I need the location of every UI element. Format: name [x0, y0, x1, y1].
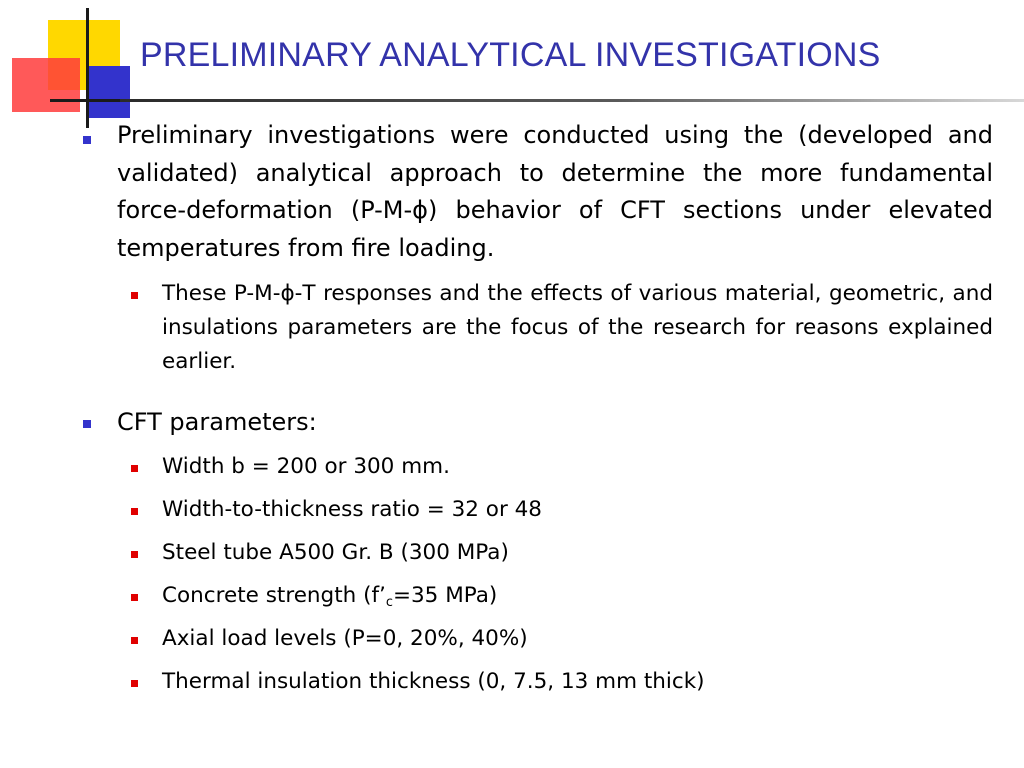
bullet-intro-sub-text: These P-M-ϕ-T responses and the effects of various material, geometric, and insulations parameters are the focus of the research for reasons explained earlier. [162, 281, 993, 374]
slide-title: PRELIMINARY ANALYTICAL INVESTIGATIONS [140, 36, 881, 74]
bullet-square-icon [131, 637, 138, 644]
bullet-square-icon [83, 136, 91, 144]
bullet-square-icon [131, 508, 138, 515]
blue-square-shape [88, 66, 130, 118]
bullet-square-icon [83, 420, 91, 428]
param-width: Width b = 200 or 300 mm. [162, 454, 450, 479]
param-concrete [162, 579, 993, 613]
params-heading: CFT parameters: [117, 408, 317, 436]
param-steel: Steel tube A500 Gr. B (300 MPa) [162, 540, 509, 565]
bullet-square-icon [131, 551, 138, 558]
param-concrete-subscript: c [385, 594, 393, 610]
bullet-square-icon [131, 680, 138, 687]
vertical-line-shape [86, 8, 89, 128]
red-square-shape [12, 58, 80, 112]
title-underline [120, 99, 1024, 102]
param-concrete-suffix: =35 MPa) [392, 583, 498, 608]
bullet-square-icon [131, 465, 138, 472]
param-insulation: Thermal insulation thickness (0, 7.5, 13 mm thick) [162, 669, 705, 694]
bullet-intro-text: Preliminary investigations were conducted using the (developed and validated) analytical approach to determine the more fundamental force-deformation (P-M-ϕ) behavior of CFT sections under elevated temperatures from fire loading. [117, 121, 993, 262]
bullet-square-icon [131, 594, 138, 601]
bullet-square-icon [131, 292, 138, 299]
param-axial: Axial load levels (P=0, 20%, 40%) [162, 626, 528, 651]
param-concrete-prefix: Concrete strength (f’ [162, 583, 386, 608]
slide-logo-decoration [0, 0, 140, 130]
param-ratio: Width-to-thickness ratio = 32 or 48 [162, 497, 542, 522]
